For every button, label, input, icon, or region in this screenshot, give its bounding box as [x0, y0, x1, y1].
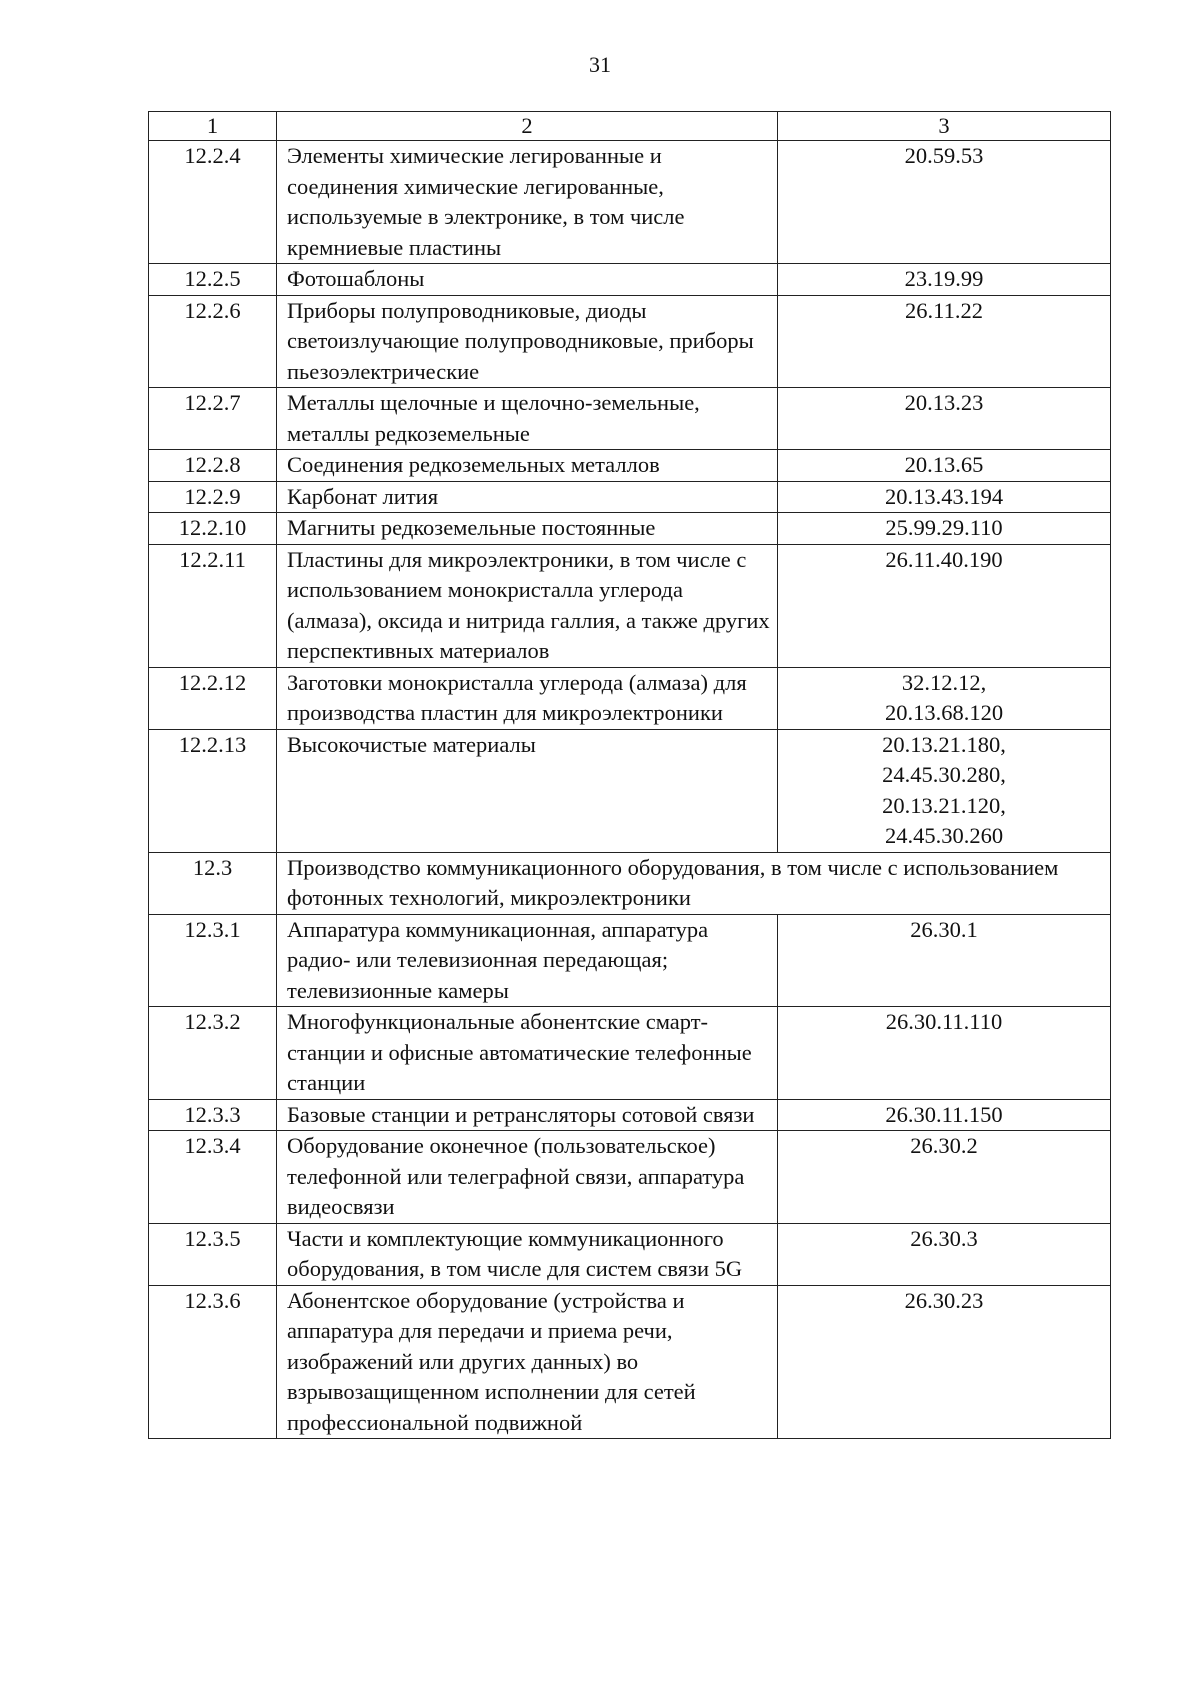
row-code: 12.2.11	[149, 544, 277, 667]
okpd-code: 26.30.2	[910, 1133, 978, 1158]
row-code: 12.2.12	[149, 667, 277, 729]
row-okpd-codes	[778, 264, 1111, 296]
row-okpd-codes	[778, 544, 1111, 667]
row-okpd-codes	[778, 481, 1111, 513]
table-row	[149, 1223, 1111, 1285]
okpd-code: 26.30.11.150	[885, 1101, 1003, 1127]
table-header-row	[149, 112, 1111, 141]
row-okpd-codes	[778, 295, 1111, 388]
row-name: Металлы щелочные и щелочно-земельные, металлы редкоземельные	[277, 388, 778, 450]
table-row	[149, 141, 1111, 264]
okpd-code: 26.30.23	[904, 1287, 984, 1313]
table-row	[149, 1007, 1111, 1100]
row-code: 12.3.3	[149, 1099, 277, 1131]
table-row	[149, 914, 1111, 1007]
row-okpd-codes	[778, 1131, 1111, 1224]
okpd-code: 24.45.30.280,	[882, 762, 1006, 787]
okpd-code: 20.13.68.120	[884, 700, 1004, 725]
row-name: Приборы полупроводниковые, диоды светоизлучающие полупроводниковые, приборы пьезоэлектрические	[277, 295, 778, 388]
row-code: 12.2.4	[149, 141, 277, 264]
table-row	[149, 481, 1111, 513]
row-okpd-codes	[778, 667, 1111, 729]
table-row	[149, 1099, 1111, 1131]
section-code: 12.3	[149, 852, 277, 914]
row-code: 12.3.4	[149, 1131, 277, 1224]
row-code: 12.3.1	[149, 914, 277, 1007]
row-code: 12.2.13	[149, 729, 277, 852]
header-col-2: 2	[277, 112, 778, 141]
row-name: Абонентское оборудование (устройства и аппаратура для передачи и приема речи, изображений или других данных) во взрывозащищенном исполнении для сетей профессиональной подвижной	[277, 1285, 778, 1439]
row-name: Аппаратура коммуникационная, аппаратура радио- или телевизионная передающая; телевизионные камеры	[277, 914, 778, 1007]
okpd-code: 23.19.99	[904, 266, 984, 291]
okpd-code: 20.13.23	[904, 390, 984, 415]
okpd-code: 20.13.43.194	[884, 483, 1004, 509]
row-name: Элементы химические легированные и соединения химические легированные, используемые в электронике, в том числе кремниевые пластины	[277, 141, 778, 264]
okpd-code: 26.30.3	[910, 1225, 978, 1251]
page-number: 31	[589, 52, 611, 77]
row-name: Высокочистые материалы	[277, 729, 778, 852]
row-okpd-codes	[778, 1007, 1111, 1100]
row-name: Фотошаблоны	[277, 264, 778, 296]
okpd-code: 24.45.30.260	[884, 823, 1004, 848]
header-col-3: 3	[778, 112, 1111, 141]
table-row	[149, 1285, 1111, 1439]
row-okpd-codes	[778, 141, 1111, 264]
section-row	[149, 852, 1111, 914]
row-code: 12.3.5	[149, 1223, 277, 1285]
table-row	[149, 667, 1111, 729]
okpd-code: 20.59.53	[904, 143, 984, 168]
okpd-code: 26.11.40.190	[885, 546, 1003, 572]
row-okpd-codes	[778, 914, 1111, 1007]
row-code: 12.2.8	[149, 450, 277, 482]
table-row	[149, 544, 1111, 667]
row-code: 12.3.6	[149, 1285, 277, 1439]
row-code: 12.2.9	[149, 481, 277, 513]
codes-table	[148, 111, 1111, 1439]
row-okpd-codes	[778, 1285, 1111, 1439]
table-row	[149, 388, 1111, 450]
header-col-1: 1	[149, 112, 277, 141]
row-name: Соединения редкоземельных металлов	[277, 450, 778, 482]
row-name: Заготовки монокристалла углерода (алмаза) для производства пластин для микроэлектроники	[277, 667, 778, 729]
table-row	[149, 513, 1111, 545]
okpd-code: 26.30.11.110	[885, 1009, 1003, 1034]
row-okpd-codes	[778, 513, 1111, 545]
row-okpd-codes	[778, 388, 1111, 450]
row-code: 12.2.10	[149, 513, 277, 545]
row-code: 12.2.5	[149, 264, 277, 296]
row-name: Части и комплектующие коммуникационного оборудования, в том числе для систем связи 5G	[277, 1223, 778, 1285]
table-row	[149, 264, 1111, 296]
okpd-code: 25.99.29.110	[885, 515, 1003, 540]
row-okpd-codes	[778, 450, 1111, 482]
row-okpd-codes	[778, 1099, 1111, 1131]
table-body	[149, 112, 1111, 1439]
section-name: Производство коммуникационного оборудования, в том числе с использованием фотонных технологий, микроэлектроники	[277, 852, 1111, 914]
row-name: Оборудование оконечное (пользовательское) телефонной или телеграфной связи, аппаратура видеосвязи	[277, 1131, 778, 1224]
table-row	[149, 450, 1111, 482]
row-name: Магниты редкоземельные постоянные	[277, 513, 778, 545]
okpd-code: 26.11.22	[905, 297, 983, 323]
table-row	[149, 1131, 1111, 1224]
table-row	[149, 295, 1111, 388]
row-okpd-codes	[778, 1223, 1111, 1285]
row-name: Базовые станции и ретрансляторы сотовой связи	[277, 1099, 778, 1131]
okpd-code: 26.30.1	[910, 916, 978, 942]
okpd-code: 20.13.65	[904, 452, 984, 477]
table-row	[149, 729, 1111, 852]
row-code: 12.2.7	[149, 388, 277, 450]
row-okpd-codes	[778, 729, 1111, 852]
okpd-code: 20.13.21.120,	[882, 792, 1006, 818]
okpd-code: 32.12.12,	[901, 669, 987, 695]
okpd-code: 20.13.21.180,	[882, 731, 1006, 757]
row-code: 12.3.2	[149, 1007, 277, 1100]
row-name: Многофункциональные абонентские смарт-станции и офисные автоматические телефонные станции	[277, 1007, 778, 1100]
row-name: Пластины для микроэлектроники, в том числе с использованием монокристалла углерода (алмаза), оксида и нитрида галлия, а также других перспективных материалов	[277, 544, 778, 667]
row-code: 12.2.6	[149, 295, 277, 388]
row-name: Карбонат лития	[277, 481, 778, 513]
